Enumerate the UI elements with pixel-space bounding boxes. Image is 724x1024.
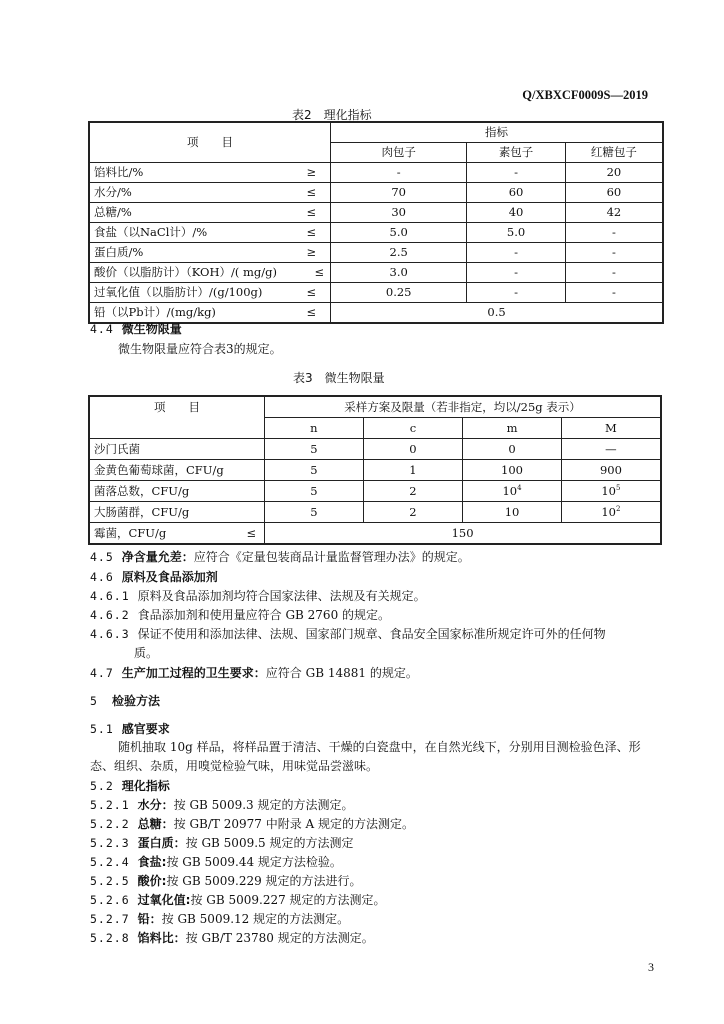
section-number: 5.2.7 [90, 912, 130, 926]
section-4-5 [90, 548, 470, 565]
row-label: 食盐（以NaCl计）/% [94, 225, 208, 239]
document-code: Q/XBXCF0009S—2019 [522, 88, 648, 102]
section-title: 食盐: [137, 855, 167, 869]
comparison-symbol: ≤ [306, 185, 317, 199]
section-number: 4.6.2 [90, 608, 130, 622]
section-number: 4.6.3 [90, 627, 130, 641]
cell: 1 [363, 460, 463, 481]
cell-base: 10 [601, 484, 616, 498]
section-title: 蛋白质： [137, 836, 186, 850]
section-5-1 [90, 720, 170, 737]
cell-exponent: 2 [616, 505, 621, 514]
section-number: 4.4 [90, 322, 114, 336]
section-4-6-3-cont: 质。 [134, 646, 159, 660]
cell: 900 [561, 460, 661, 481]
table3-subheader: n [265, 418, 364, 439]
cell: — [561, 439, 661, 460]
cell-base: 10 [601, 505, 616, 519]
section-title: 检验方法 [111, 694, 160, 708]
section-5-1-text: 随机抽取 10g 样品，将样品置于清洁、干燥的白瓷盘中，在自然光线下，分别用目测检验色泽、形态、组织、杂质，用嗅觉检验气味，用味觉品尝滋味。 [90, 740, 641, 773]
section-title: 感官要求 [121, 722, 170, 736]
section-5-2-5 [90, 872, 362, 889]
row-label: 霉菌，CFU/g [94, 526, 167, 540]
section-5-2-6 [90, 891, 386, 908]
section-title: 铅： [137, 912, 162, 926]
comparison-symbol: ≤ [306, 225, 317, 239]
table-row [89, 439, 661, 460]
table-row [89, 283, 663, 303]
cell [463, 481, 562, 502]
cell: - [467, 263, 566, 283]
table3-subheader: c [363, 418, 463, 439]
cell: 0 [463, 439, 562, 460]
section-5-2-7 [90, 910, 349, 927]
section-4-6-3 [90, 625, 606, 642]
cell: 5 [265, 502, 364, 523]
section-number: 5.2.1 [90, 798, 130, 812]
row-label: 菌落总数，CFU/g [89, 481, 265, 502]
section-4-6-1 [90, 587, 426, 604]
section-5 [90, 692, 160, 709]
section-title: 净含量允差： [121, 550, 194, 564]
row-label: 金黄色葡萄球菌，CFU/g [89, 460, 265, 481]
comparison-symbol: ≥ [306, 245, 317, 259]
section-title: 过氧化值: [137, 893, 191, 907]
section-5-2-2 [90, 815, 414, 832]
section-number: 5.2.2 [90, 817, 130, 831]
cell: 70 [331, 183, 467, 203]
table-row [89, 163, 663, 183]
section-title: 水分： [137, 798, 174, 812]
section-4-6 [90, 568, 218, 585]
table3-subheader: M [561, 418, 661, 439]
section-title: 原料及食品添加剂 [121, 570, 218, 584]
section-text: 应符合《定量包装商品计量监督管理办法》的规定。 [193, 550, 470, 564]
comparison-symbol: ≤ [306, 205, 317, 219]
comparison-symbol: ≤ [306, 305, 317, 319]
cell: - [331, 163, 467, 183]
section-number: 5.2 [90, 779, 114, 793]
cell: 42 [565, 203, 663, 223]
section-4-7 [90, 664, 418, 681]
cell: 2.5 [331, 243, 467, 263]
table2-caption: 表2 理化指标 [292, 108, 372, 122]
section-number: 4.7 [90, 666, 114, 680]
section-4-4-text: 微生物限量应符合表3的规定。 [118, 342, 282, 356]
section-title: 理化指标 [121, 779, 170, 793]
section-text: 按 GB 5009.229 规定的方法进行。 [166, 874, 362, 888]
cell: - [467, 243, 566, 263]
section-text: 原料及食品添加剂均符合国家法律、法规及有关规定。 [137, 589, 426, 603]
table-row [89, 263, 663, 283]
cell: - [467, 163, 566, 183]
table-row [89, 481, 661, 502]
section-number: 5 [90, 694, 98, 708]
table-row [89, 203, 663, 223]
cell: 5 [265, 481, 364, 502]
table3-header-item: 项 目 [89, 396, 265, 439]
section-5-2-4 [90, 853, 342, 870]
section-number: 5.2.4 [90, 855, 130, 869]
section-text: 按 GB/T 23780 规定的方法测定。 [185, 931, 374, 945]
section-number: 5.1 [90, 722, 114, 736]
cell: 5.0 [331, 223, 467, 243]
cell: 60 [565, 183, 663, 203]
row-label: 水分/% [94, 185, 132, 199]
table2-header-index: 指标 [331, 122, 663, 143]
comparison-symbol: ≤ [306, 285, 317, 299]
section-number: 5.2.8 [90, 931, 130, 945]
row-label: 蛋白质/% [94, 245, 144, 259]
section-text: 保证不使用和添加法律、法规、国家部门规章、食品安全国家标准所规定许可外的任何物 [137, 627, 606, 641]
cell-exponent: 5 [616, 484, 621, 493]
row-label: 沙门氏菌 [89, 439, 265, 460]
table-row [89, 460, 661, 481]
table2 [88, 121, 664, 324]
section-number: 5.2.6 [90, 893, 130, 907]
cell: 10 [463, 502, 562, 523]
cell: - [565, 243, 663, 263]
section-text: 按 GB/T 20977 中附录 A 规定的方法测定。 [173, 817, 415, 831]
cell: 0.5 [331, 303, 663, 324]
cell: 100 [463, 460, 562, 481]
section-text: 食品添加剂和使用量应符合 GB 2760 的规定。 [137, 608, 391, 622]
cell: 2 [363, 502, 463, 523]
cell: 5 [265, 439, 364, 460]
cell [561, 502, 661, 523]
cell: - [565, 223, 663, 243]
section-text: 按 GB 5009.44 规定方法检验。 [166, 855, 342, 869]
section-text: 按 GB 5009.227 规定的方法测定。 [190, 893, 386, 907]
table2-subheader: 红糖包子 [565, 143, 663, 163]
row-label: 过氧化值（以脂肪计）/(g/100g) [94, 285, 263, 299]
comparison-symbol: ≤ [246, 526, 257, 540]
cell-exponent: 4 [517, 484, 522, 493]
cell: 0 [363, 439, 463, 460]
section-number: 4.6 [90, 570, 114, 584]
section-5-2 [90, 777, 170, 794]
cell: 30 [331, 203, 467, 223]
cell: 5 [265, 460, 364, 481]
row-label: 大肠菌群，CFU/g [89, 502, 265, 523]
section-title: 生产加工过程的卫生要求： [121, 666, 266, 680]
table-row [89, 223, 663, 243]
cell: 5.0 [467, 223, 566, 243]
section-title: 馅料比： [137, 931, 186, 945]
table3-subheader: m [463, 418, 562, 439]
cell: 0.25 [331, 283, 467, 303]
section-number: 5.2.5 [90, 874, 130, 888]
comparison-symbol: ≥ [306, 165, 317, 179]
table3-caption: 表3 微生物限量 [293, 371, 385, 385]
row-label: 总糖/% [94, 205, 132, 219]
table-row [89, 183, 663, 203]
cell: 40 [467, 203, 566, 223]
cell-base: 10 [502, 484, 518, 498]
section-number: 4.6.1 [90, 589, 130, 603]
row-label: 馅料比/% [94, 165, 144, 179]
table2-subheader: 素包子 [467, 143, 566, 163]
comparison-symbol: ≤ [314, 265, 325, 279]
cell: 20 [565, 163, 663, 183]
cell: 2 [363, 481, 463, 502]
row-label: 酸价（以脂肪计）（KOH）/( mg/g) [94, 265, 277, 279]
page-number: 3 [648, 960, 654, 974]
section-title: 酸价: [137, 874, 167, 888]
table-row [89, 243, 663, 263]
row-label: 铅（以Pb计）/(mg/kg) [94, 305, 216, 319]
cell: 3.0 [331, 263, 467, 283]
table-row [89, 523, 661, 545]
table3 [88, 395, 662, 545]
section-text: 按 GB 5009.5 规定的方法测定 [185, 836, 354, 850]
table2-header-item: 项 目 [89, 122, 331, 163]
section-title: 微生物限量 [121, 322, 182, 336]
table3-header-plan: 采样方案及限量（若非指定，均以/25g 表示） [265, 396, 661, 418]
section-text: 应符合 GB 14881 的规定。 [265, 666, 418, 680]
section-5-2-1 [90, 796, 353, 813]
cell [561, 481, 661, 502]
section-text: 按 GB 5009.3 规定的方法测定。 [173, 798, 354, 812]
section-text: 按 GB 5009.12 规定的方法测定。 [161, 912, 350, 926]
table-row [89, 502, 661, 523]
section-5-2-3 [90, 834, 353, 851]
cell: - [565, 283, 663, 303]
cell: 150 [265, 523, 661, 545]
section-4-6-2 [90, 606, 390, 623]
cell: - [565, 263, 663, 283]
section-4-4 [90, 320, 182, 337]
section-number: 5.2.3 [90, 836, 130, 850]
section-title: 总糖： [137, 817, 174, 831]
section-5-2-8 [90, 929, 374, 946]
cell: 60 [467, 183, 566, 203]
section-number: 4.5 [90, 550, 114, 564]
cell: - [467, 283, 566, 303]
table2-subheader: 肉包子 [331, 143, 467, 163]
